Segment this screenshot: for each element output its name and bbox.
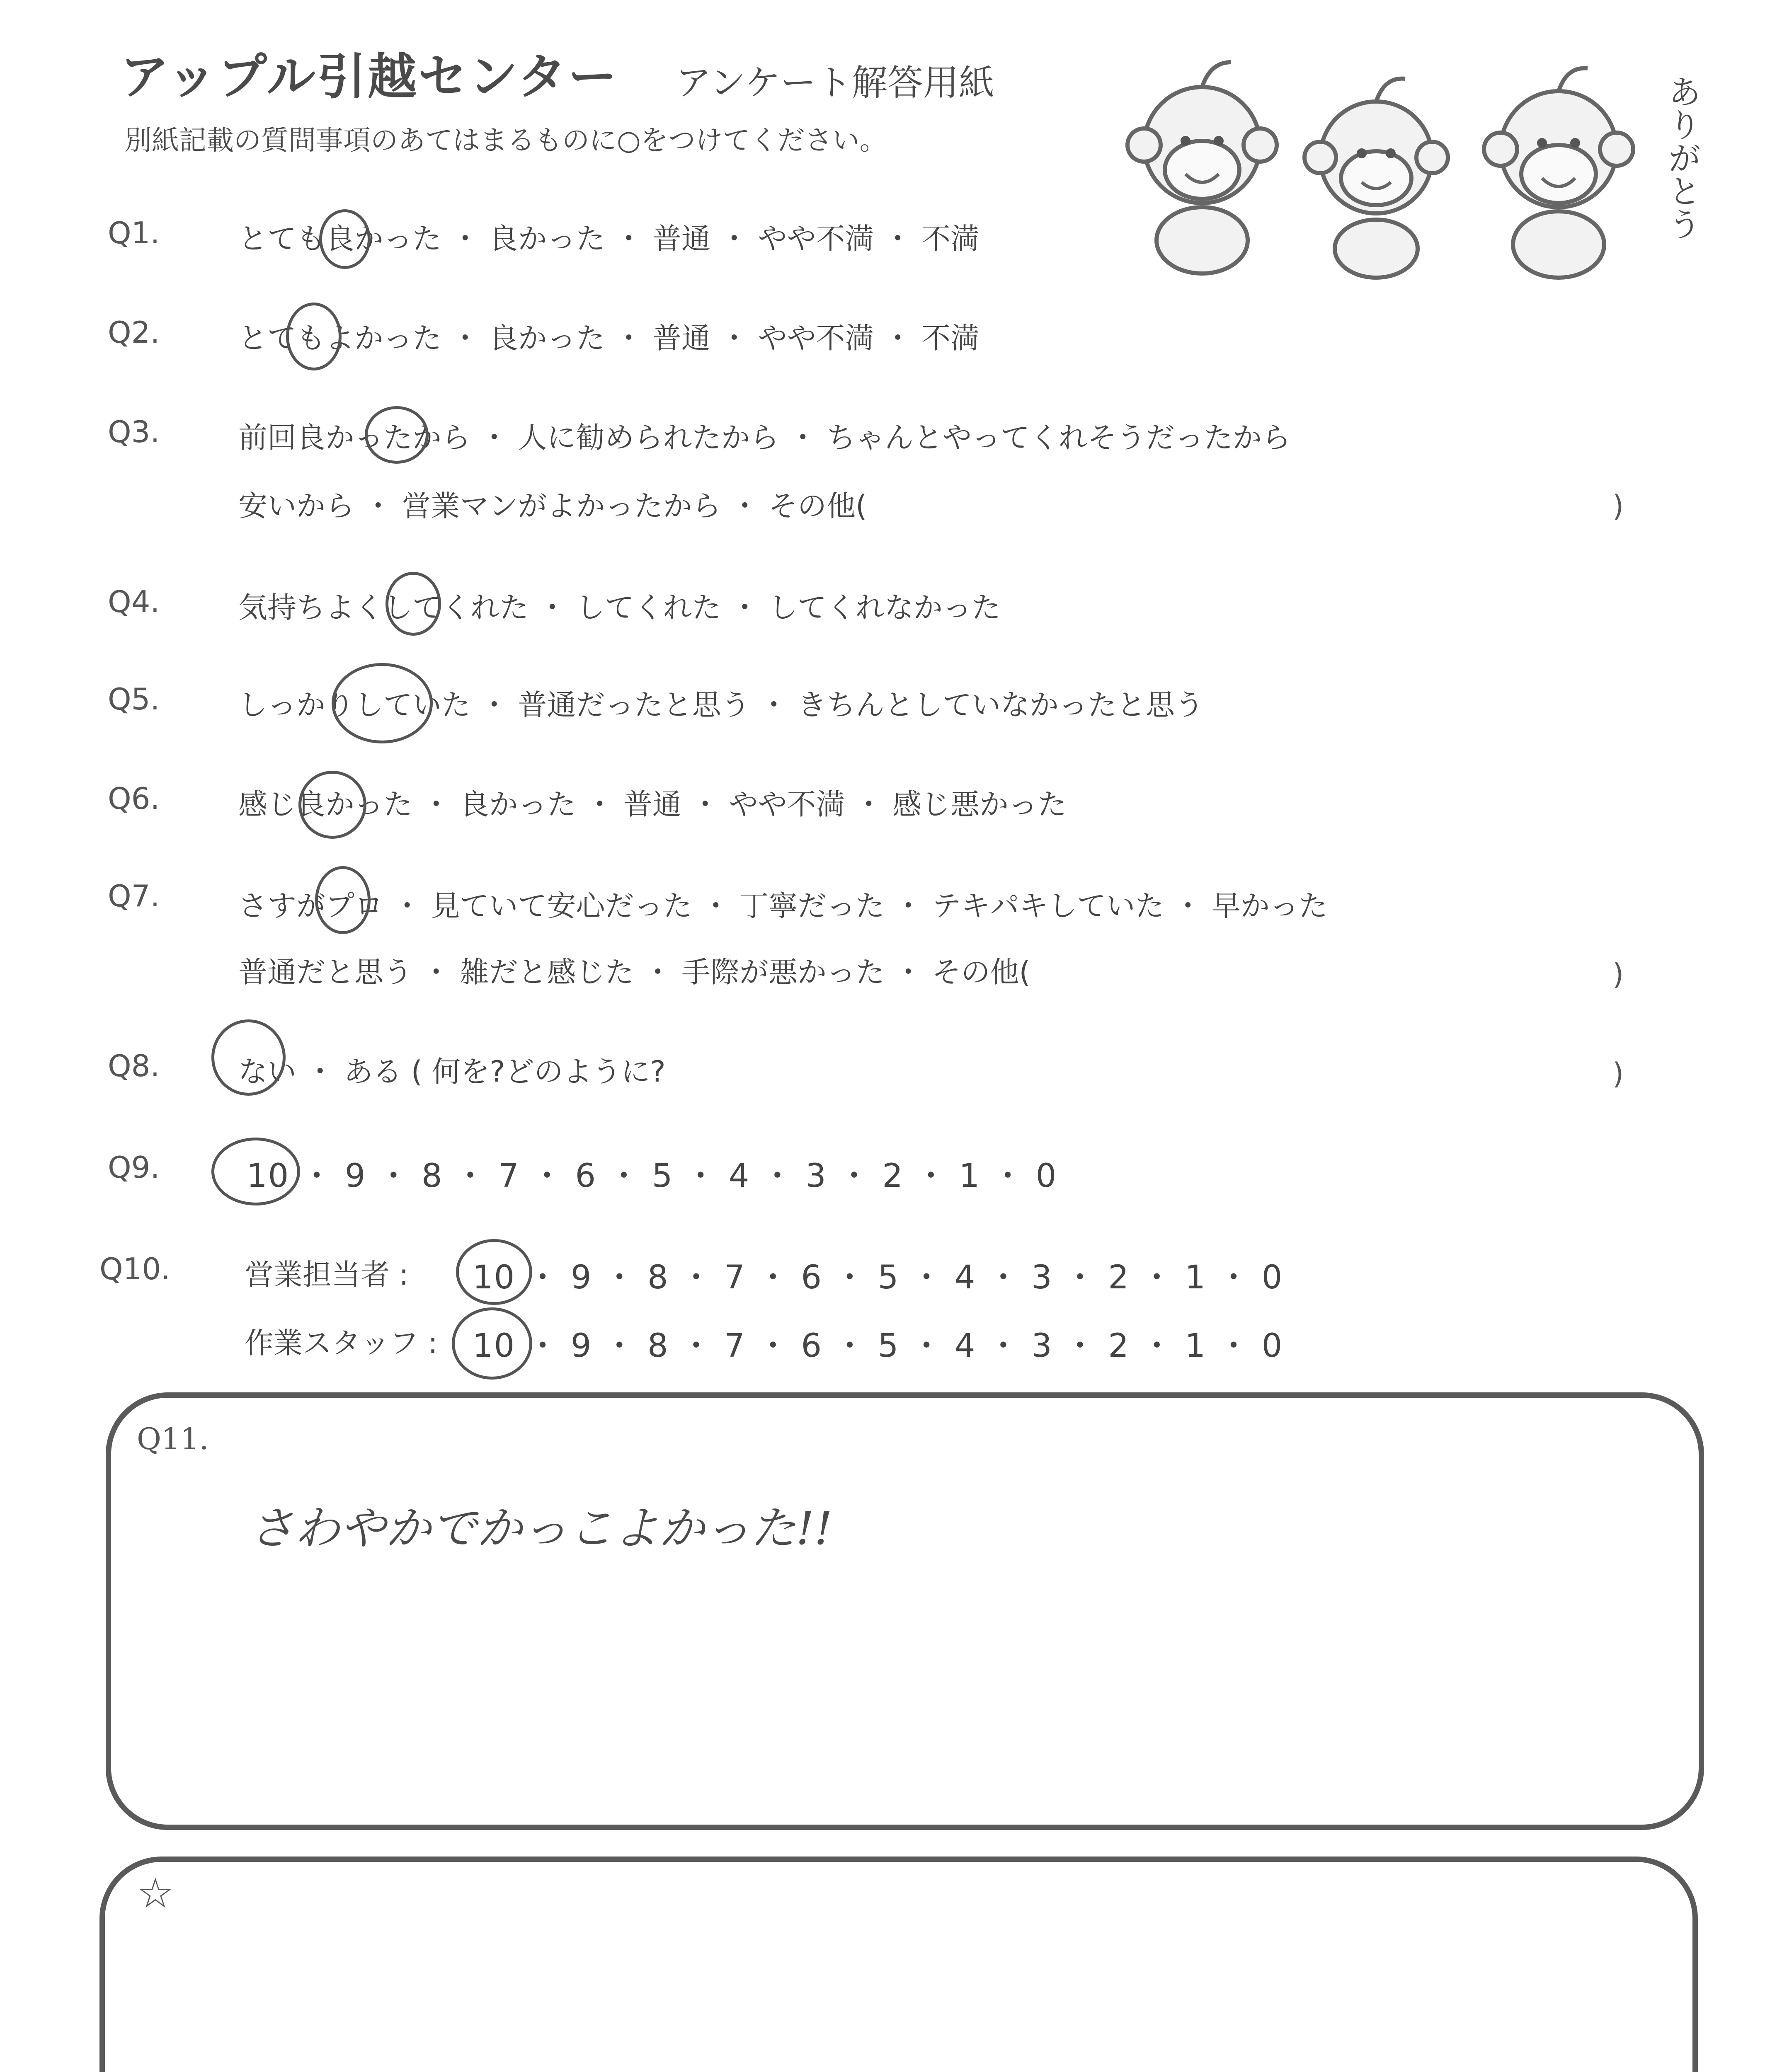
q5-number: Q5. xyxy=(108,682,160,716)
mascot-thanks-text: ありがとう xyxy=(1663,75,1701,240)
q4-answer-circle xyxy=(385,572,441,636)
company-title: アップル引越センター xyxy=(120,48,619,105)
q11-label: Q11. xyxy=(137,1421,209,1456)
q9-number: Q9. xyxy=(108,1150,160,1185)
q2-number: Q2. xyxy=(108,315,160,350)
q3-number: Q3. xyxy=(108,414,160,449)
q7-number: Q7. xyxy=(108,879,160,913)
q8-answer-circle xyxy=(211,1019,286,1096)
q8-number: Q8. xyxy=(108,1048,160,1083)
q7-options-line2: 普通だと思う ・ 雑だと感じた ・ 手際が悪かった ・ その他( xyxy=(238,955,1030,989)
q1-number: Q1. xyxy=(108,215,160,250)
q10-number: Q10. xyxy=(99,1251,171,1286)
q3-answer-circle xyxy=(365,406,429,464)
star-label: ☆ xyxy=(137,1869,174,1917)
form-instruction: 別紙記載の質問事項のあてはまるものに○をつけてください。 xyxy=(124,124,887,156)
q7-answer-circle xyxy=(315,866,371,934)
q9-answer-circle xyxy=(211,1138,300,1205)
q5-answer-circle xyxy=(332,663,433,743)
q8-close-paren: ) xyxy=(1612,1057,1624,1091)
q3-close-paren: ) xyxy=(1612,489,1624,523)
q10-sales-answer-circle xyxy=(456,1239,532,1305)
q8-options: ない ・ ある ( 何を?どのように? xyxy=(238,1055,666,1089)
q10-staff-answer-circle xyxy=(452,1307,532,1380)
q9-score-scale: 10 ・ 9 ・ 8 ・ 7 ・ 6 ・ 5 ・ 4 ・ 3 ・ 2 ・ 1 ・ 0 xyxy=(247,1157,1057,1195)
q5-options: しっかりしていた ・ 普通だったと思う ・ きちんとしていなかったと思う xyxy=(238,688,1204,722)
q6-answer-circle xyxy=(298,771,366,839)
q6-options: 感じ良かった ・ 良かった ・ 普通 ・ やや不満 ・ 感じ悪かった xyxy=(238,787,1067,821)
q3-options-line1: 前回良かったから ・ 人に勧められたから ・ ちゃんとやってくれそうだったから xyxy=(238,421,1291,455)
q11-comment-box xyxy=(106,1392,1704,1830)
q2-answer-circle xyxy=(286,303,342,370)
q10-sales-label: 営業担当者 : xyxy=(245,1258,409,1292)
q7-close-paren: ) xyxy=(1612,957,1624,991)
q10-staff-label: 作業スタッフ : xyxy=(245,1326,438,1360)
q4-options: 気持ちよくしてくれた ・ してくれた ・ してくれなかった xyxy=(238,591,1001,625)
q10-staff-score-scale: 10 ・ 9 ・ 8 ・ 7 ・ 6 ・ 5 ・ 4 ・ 3 ・ 2 ・ 1 ・ 0 xyxy=(473,1327,1283,1365)
q2-options: とてもよかった ・ 良かった ・ 普通 ・ やや不満 ・ 不満 xyxy=(238,321,980,355)
additional-comment-box xyxy=(99,1857,1698,2072)
form-subtitle: アンケート解答用紙 xyxy=(676,62,994,104)
q7-options-line1: さすがプロ ・ 見ていて安心だった ・ 丁寧だった ・ テキパキしていた ・ 早かった xyxy=(238,889,1328,923)
q3-options-line2: 安いから ・ 営業マンがよかったから ・ その他( xyxy=(238,489,867,523)
q1-options: とても良かった ・ 良かった ・ 普通 ・ やや不満 ・ 不満 xyxy=(238,222,980,256)
q1-answer-circle xyxy=(319,209,371,269)
q10-sales-score-scale: 10 ・ 9 ・ 8 ・ 7 ・ 6 ・ 5 ・ 4 ・ 3 ・ 2 ・ 1 ・ 0 xyxy=(473,1259,1283,1296)
monkey-mascots-illustration xyxy=(1119,50,1700,282)
q6-number: Q6. xyxy=(108,781,160,816)
q4-number: Q4. xyxy=(108,584,160,619)
q11-handwritten-answer: さわやかでかっこよかった!! xyxy=(249,1502,833,1555)
